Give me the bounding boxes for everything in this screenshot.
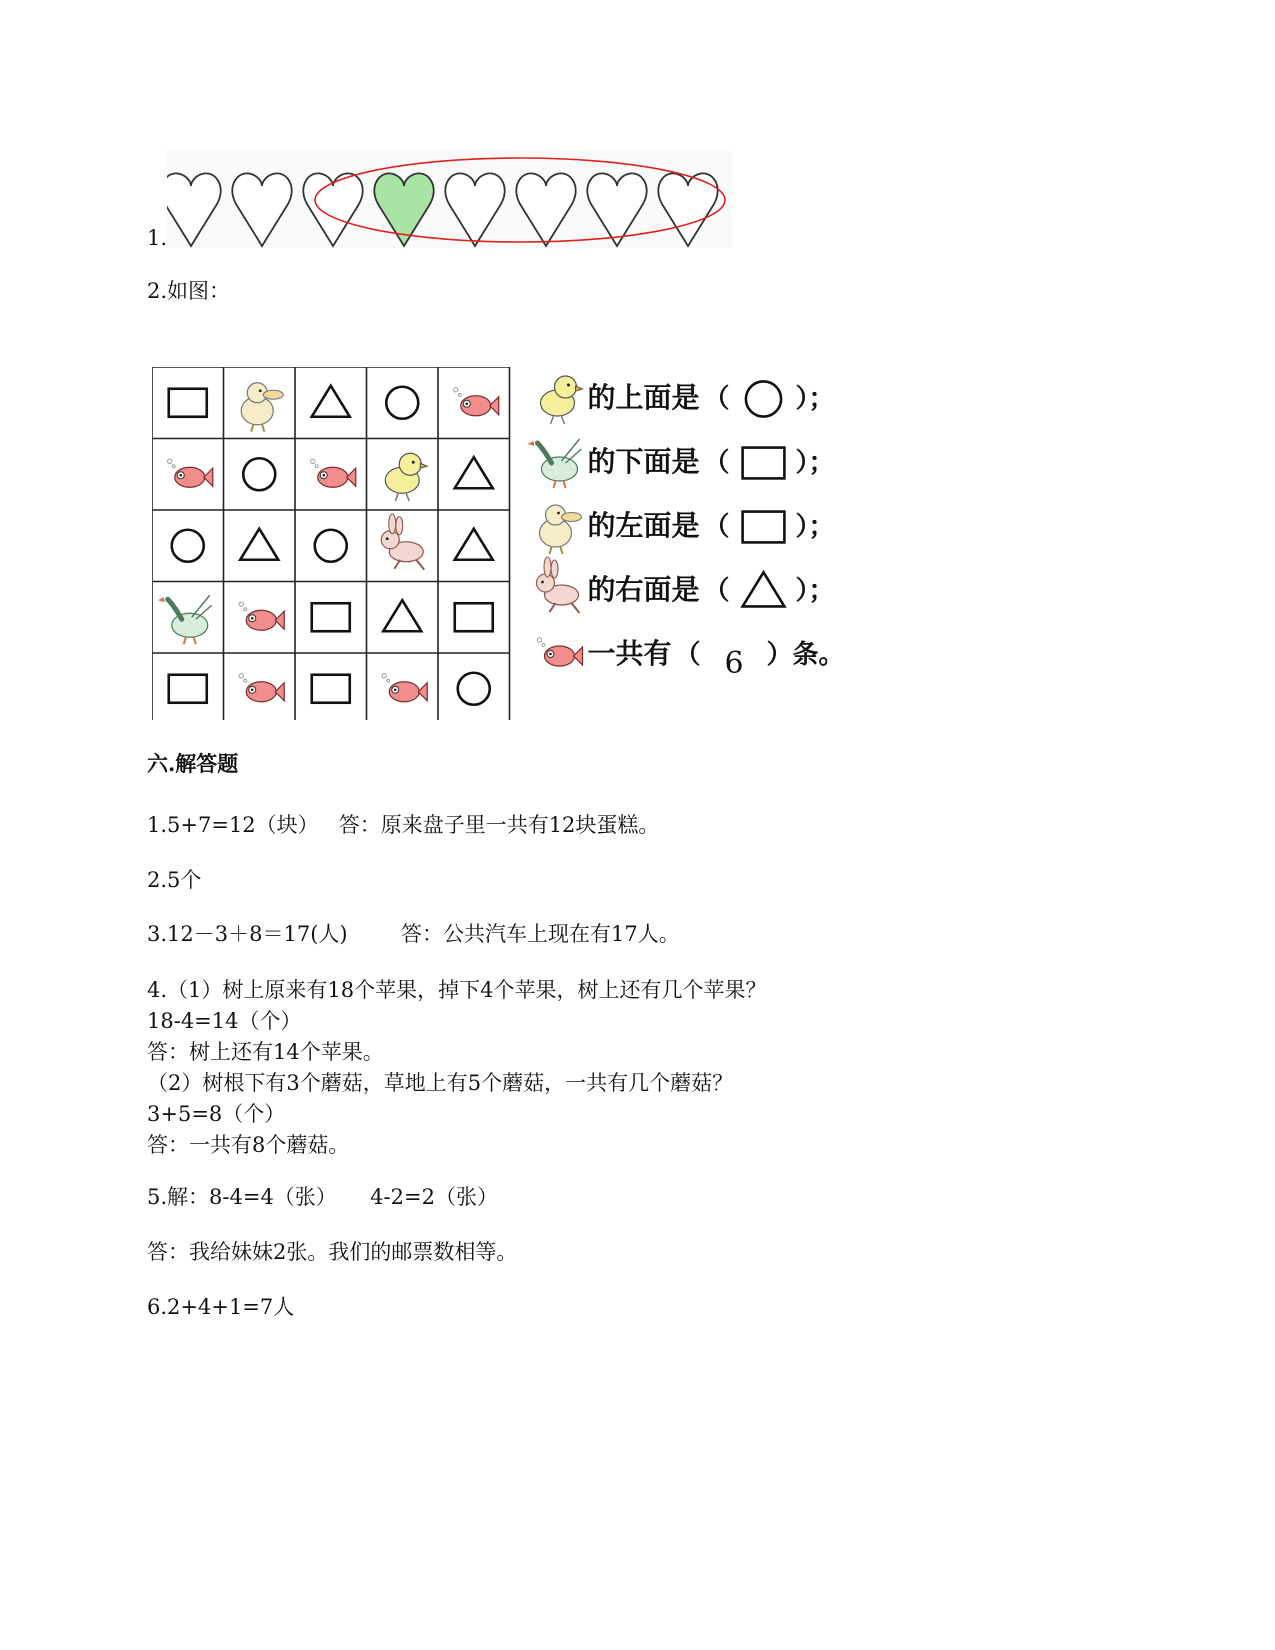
grid-cell bbox=[312, 675, 350, 703]
triangle-icon bbox=[743, 572, 785, 606]
grid-cell bbox=[455, 529, 493, 560]
answer-5-conclusion: 答：我给妹妹2张。我们的邮票数相等。 bbox=[147, 1240, 518, 1264]
square-icon bbox=[312, 675, 350, 703]
q1-number: 1. bbox=[147, 226, 168, 250]
grid-cell bbox=[172, 530, 204, 562]
grid-cell bbox=[383, 600, 421, 631]
chick-icon bbox=[541, 376, 583, 424]
grid-cell bbox=[158, 595, 212, 644]
answer-value: 6 bbox=[724, 646, 744, 681]
goose-icon bbox=[528, 439, 582, 488]
q2-label: 2.如图： bbox=[147, 279, 231, 303]
fish-icon bbox=[382, 674, 427, 702]
chick-icon bbox=[385, 453, 427, 501]
answer-1: 1.5+7=12（块） 答：原来盘子里一共有12块蛋糕。 bbox=[147, 813, 660, 837]
answer-row-1 bbox=[541, 376, 835, 424]
grid-cell bbox=[240, 529, 278, 560]
goose-icon bbox=[158, 595, 212, 644]
grid-cell bbox=[386, 387, 418, 419]
grid-cell bbox=[455, 457, 493, 488]
answer-4-line-5: 3+5=8（个） bbox=[147, 1102, 286, 1126]
answer-4-line-3: 答：树上还有14个苹果。 bbox=[147, 1040, 384, 1064]
answer-4-line-6: 答：一共有8个蘑菇。 bbox=[147, 1133, 350, 1157]
grid-cell bbox=[239, 674, 284, 702]
answer-5: 5.解：8-4=4（张） 4-2=2（张） bbox=[147, 1185, 498, 1209]
grid-cell bbox=[239, 602, 284, 630]
grid-cell bbox=[168, 459, 213, 487]
triangle-icon bbox=[455, 457, 493, 488]
duck-icon bbox=[241, 383, 283, 432]
close-paren: ）条。 bbox=[766, 640, 845, 670]
grid-cell bbox=[385, 453, 427, 501]
grid-cell bbox=[312, 603, 350, 631]
answer-row-5 bbox=[537, 637, 844, 681]
triangle-icon bbox=[455, 529, 493, 560]
answer-4-line-1: 4.（1）树上原来有18个苹果，掉下4个苹果，树上还有几个苹果？ bbox=[147, 978, 767, 1002]
fish-icon bbox=[311, 459, 356, 487]
square-icon bbox=[169, 675, 207, 703]
circle-icon bbox=[172, 530, 204, 562]
square-icon bbox=[169, 389, 207, 417]
square-icon bbox=[312, 603, 350, 631]
fish-icon bbox=[239, 674, 284, 702]
close-paren: ）； bbox=[795, 512, 835, 542]
rabbit-icon bbox=[381, 514, 424, 570]
hearts-figure bbox=[167, 150, 732, 248]
grid-cell bbox=[455, 603, 493, 631]
position-grid-figure bbox=[152, 367, 902, 720]
circle-icon bbox=[458, 673, 490, 705]
circle-icon bbox=[243, 458, 275, 490]
grid-lines bbox=[152, 367, 510, 720]
circle-icon bbox=[746, 381, 781, 416]
answer-4-line-4: （2）树根下有3个蘑菇，草地上有5个蘑菇，一共有几个蘑菇？ bbox=[147, 1071, 734, 1095]
open-paren: （ bbox=[703, 512, 730, 542]
fish-icon bbox=[168, 459, 213, 487]
answer-row-text: 的左面是 bbox=[587, 509, 700, 542]
close-paren: ）； bbox=[795, 448, 835, 478]
triangle-icon bbox=[240, 529, 278, 560]
grid-cell bbox=[454, 388, 499, 416]
answer-row-text: 的上面是 bbox=[587, 381, 700, 414]
open-paren: （ bbox=[674, 640, 701, 670]
answer-row-3 bbox=[540, 505, 835, 554]
grid-cell bbox=[311, 459, 356, 487]
fish-icon bbox=[537, 638, 582, 666]
open-paren: （ bbox=[703, 384, 730, 414]
circle-icon bbox=[386, 387, 418, 419]
answer-6: 6.2+4+1=7人 bbox=[147, 1295, 295, 1319]
grid-cell bbox=[458, 673, 490, 705]
answer-row-2 bbox=[528, 439, 835, 488]
fish-icon bbox=[239, 602, 284, 630]
duck-icon bbox=[540, 505, 582, 554]
square-icon bbox=[455, 603, 493, 631]
triangle-icon bbox=[383, 600, 421, 631]
triangle-icon bbox=[312, 386, 350, 417]
grid-cell bbox=[381, 514, 424, 570]
answer-4-line-2: 18-4=14（个） bbox=[147, 1009, 302, 1033]
square-icon bbox=[743, 512, 785, 543]
answer-2: 2.5个 bbox=[147, 868, 202, 892]
section-title: 六.解答题 bbox=[147, 751, 239, 776]
grid-cell bbox=[243, 458, 275, 490]
answer-row-4 bbox=[537, 557, 835, 613]
rabbit-icon bbox=[537, 557, 580, 613]
square-icon bbox=[743, 448, 785, 479]
grid-cell bbox=[169, 675, 207, 703]
circle-icon bbox=[315, 530, 347, 562]
answer-row-text: 的右面是 bbox=[587, 573, 700, 606]
grid-cell bbox=[312, 386, 350, 417]
close-paren: ）； bbox=[795, 576, 835, 606]
close-paren: ）； bbox=[795, 384, 835, 414]
answer-row-text: 的下面是 bbox=[587, 445, 700, 478]
answer-3: 3.12－3＋8＝17(人) 答：公共汽车上现在有17人。 bbox=[147, 922, 680, 946]
grid-cell bbox=[241, 383, 283, 432]
answer-row-text: 一共有 bbox=[587, 637, 672, 670]
open-paren: （ bbox=[703, 448, 730, 478]
open-paren: （ bbox=[703, 576, 730, 606]
grid-cell bbox=[382, 674, 427, 702]
fish-icon bbox=[454, 388, 499, 416]
grid-cell bbox=[169, 389, 207, 417]
grid-cell bbox=[315, 530, 347, 562]
